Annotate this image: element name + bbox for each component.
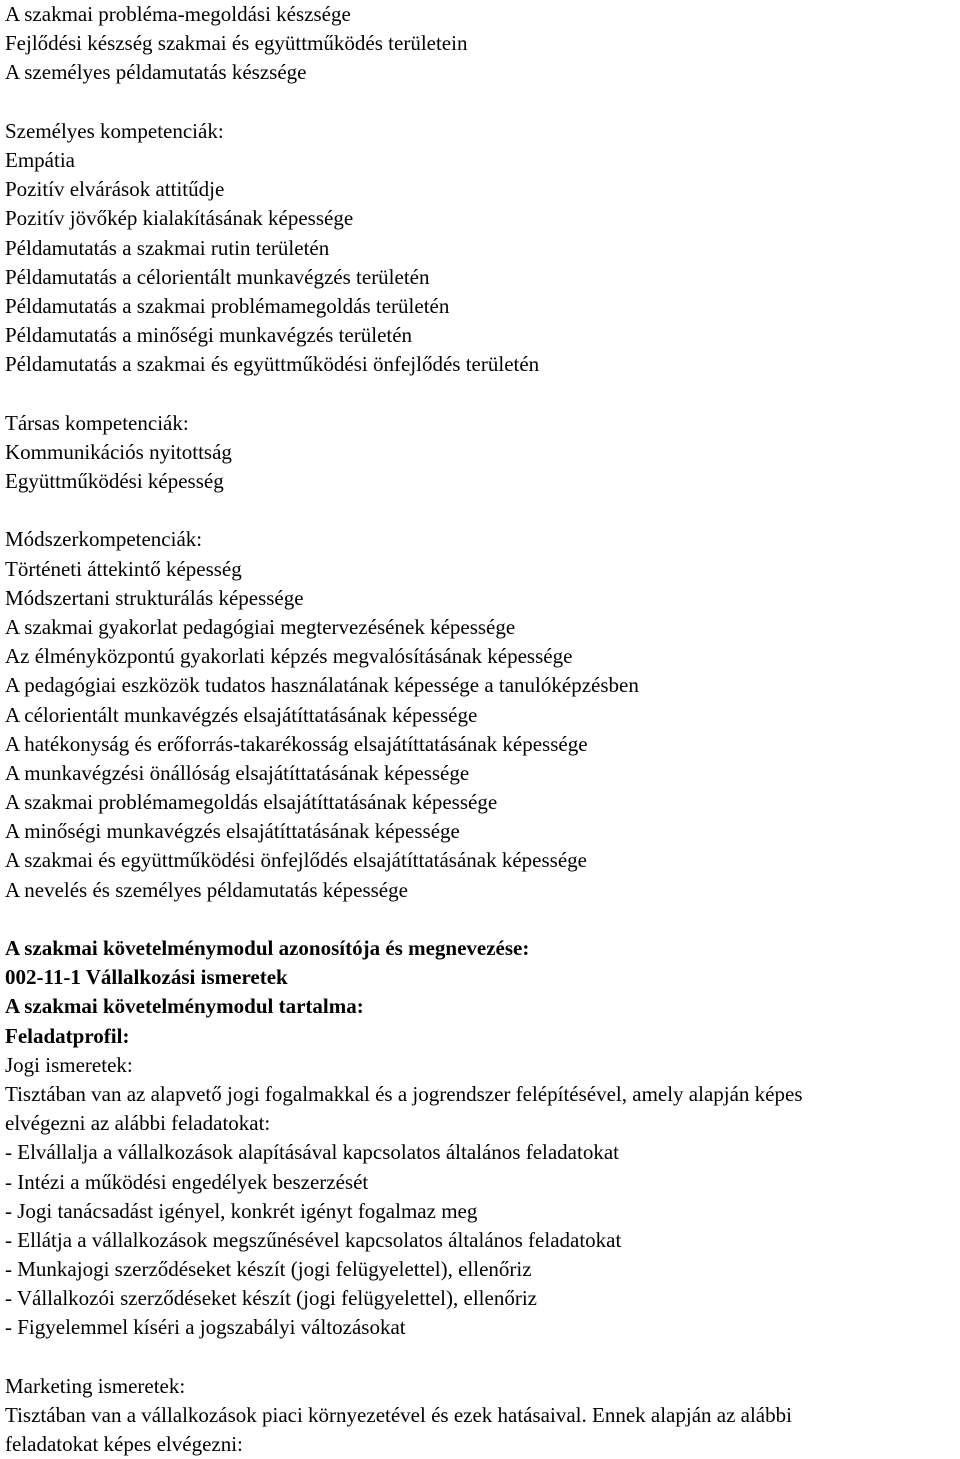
competency-line: Kommunikációs nyitottság: [5, 439, 232, 464]
competency-line: A személyes példamutatás készsége: [5, 60, 307, 85]
competency-line: Történeti áttekintő képesség: [5, 556, 242, 581]
competency-line: A célorientált munkavégzés elsajátíttatásának képessége: [5, 702, 478, 727]
personal-competencies-heading: Személyes kompetenciák:: [5, 118, 224, 143]
competency-line: Empátia: [5, 147, 75, 172]
module-content-heading: A szakmai követelménymodul tartalma:: [5, 994, 364, 1019]
task-item: - Vállalkozói szerződéseket készít (jogi felügyelettel), ellenőriz: [5, 1286, 537, 1311]
competency-line: A minőségi munkavégzés elsajátíttatásának képessége: [5, 819, 460, 844]
competency-line: A hatékonyság és erőforrás-takarékosság elsajátíttatásának képessége: [5, 731, 588, 756]
task-item: - Munkajogi szerződéseket készít (jogi felügyelettel), ellenőriz: [5, 1257, 532, 1282]
competency-line: Pozitív jövőkép kialakításának képessége: [5, 206, 354, 231]
spacer: [5, 379, 957, 408]
marketing-heading: Marketing ismeretek:: [5, 1373, 186, 1398]
competency-line: A munkavégzési önállóság elsajátíttatásának képessége: [5, 760, 470, 785]
legal-intro-line: Tisztában van az alapvető jogi fogalmakkal és a jogrendszer felépítésével, amely alapján képes: [5, 1081, 803, 1106]
competency-line: Pozitív elvárások attitűdje: [5, 177, 225, 202]
spacer: [5, 496, 957, 525]
document-page: [5, 0, 957, 1459]
competency-line: A szakmai gyakorlat pedagógiai megtervezésének képessége: [5, 614, 516, 639]
competency-line: A pedagógiai eszközök tudatos használatának képessége a tanulóképzésben: [5, 673, 639, 698]
module-id-value: 002-11-1 Vállalkozási ismeretek: [5, 965, 288, 990]
spacer: [5, 88, 957, 117]
social-competencies-heading: Társas kompetenciák:: [5, 410, 189, 435]
task-profile-heading: Feladatprofil:: [5, 1023, 130, 1048]
competency-line: Példamutatás a szakmai problémamegoldás területén: [5, 293, 450, 318]
spacer: [5, 1343, 957, 1372]
competency-line: Példamutatás a minőségi munkavégzés területén: [5, 323, 413, 348]
task-item: - Ellátja a vállalkozások megszűnésével kapcsolatos általános feladatokat: [5, 1227, 622, 1252]
competency-line: A szakmai problémamegoldás elsajátíttatásának képessége: [5, 790, 498, 815]
competency-line: Példamutatás a célorientált munkavégzés területén: [5, 264, 430, 289]
marketing-intro-line: Tisztában van a vállalkozások piaci környezetével és ezek hatásaival. Ennek alapján az alábbi: [5, 1403, 792, 1427]
spacer: [5, 905, 957, 934]
marketing-intro-line: feladatokat képes elvégezni:: [5, 1432, 243, 1457]
task-item: - Jogi tanácsadást igényel, konkrét igényt fogalmaz meg: [5, 1198, 478, 1223]
task-item: - Intézi a működési engedélyek beszerzését: [5, 1169, 369, 1194]
competency-line: Együttműködési képesség: [5, 469, 224, 493]
competency-line: A szakmai probléma-megoldási készsége: [5, 2, 351, 26]
competency-line: Példamutatás a szakmai és együttműködési önfejlődés területén: [5, 352, 540, 377]
legal-heading: Jogi ismeretek:: [5, 1052, 133, 1077]
competency-line: Példamutatás a szakmai rutin területén: [5, 235, 330, 260]
module-id-heading: A szakmai követelménymodul azonosítója és megnevezése:: [5, 936, 530, 960]
competency-line: Módszertani strukturálás képessége: [5, 585, 304, 610]
task-item: - Elvállalja a vállalkozások alapításával kapcsolatos általános feladatokat: [5, 1140, 619, 1165]
competency-line: Az élményközpontú gyakorlati képzés megvalósításának képessége: [5, 644, 573, 669]
competency-line: Fejlődési készség szakmai és együttműködés területein: [5, 31, 468, 56]
legal-intro-line: elvégezni az alábbi feladatokat:: [5, 1111, 271, 1136]
competency-line: A nevelés és személyes példamutatás képessége: [5, 877, 408, 902]
task-item: - Figyelemmel kíséri a jogszabályi változásokat: [5, 1315, 406, 1340]
method-competencies-heading: Módszerkompetenciák:: [5, 527, 203, 552]
competency-line: A szakmai és együttműködési önfejlődés elsajátíttatásának képessége: [5, 848, 587, 873]
